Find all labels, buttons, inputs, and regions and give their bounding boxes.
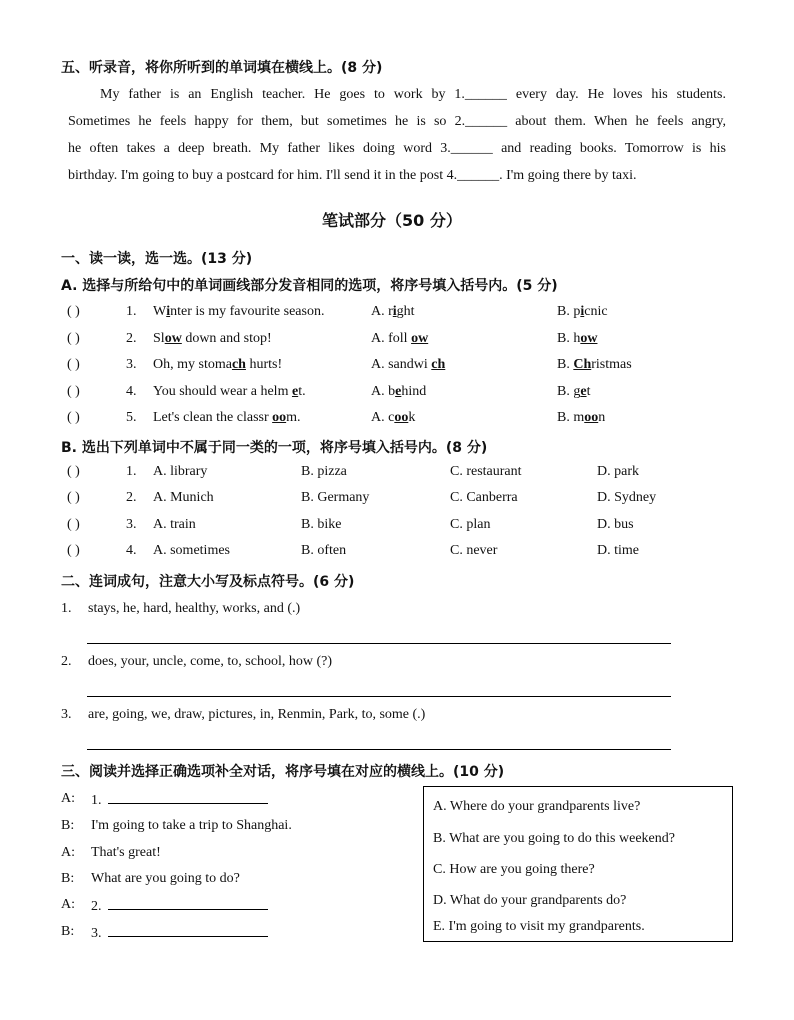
choice-d: D. bus xyxy=(597,516,634,532)
option-text-underline: oo xyxy=(584,410,599,425)
speaker-label: B: xyxy=(61,871,75,886)
answer-line[interactable] xyxy=(87,749,671,750)
option-a-word xyxy=(371,331,428,347)
question-number: 4. xyxy=(126,542,137,558)
option-a-word xyxy=(371,357,445,373)
option-text-underline: Ch xyxy=(573,357,592,372)
part1-heading: 一、读一读，选一选。(13 分) xyxy=(61,251,253,267)
option-text: B. get xyxy=(557,383,591,399)
question-number: 5. xyxy=(126,410,137,425)
answer-line[interactable] xyxy=(87,643,671,644)
choice-a: A. sometimes xyxy=(153,542,230,558)
word-list: does, your, uncle, come, to, school, how (?) xyxy=(88,654,332,669)
sentence-text: Let's clean the classr oom. xyxy=(153,410,301,425)
option-text-underline: ow xyxy=(411,330,429,346)
option-b-word xyxy=(557,384,590,400)
option-text-underline: ch xyxy=(431,357,446,372)
option-text-underline: i xyxy=(580,304,585,319)
sentence-text-underline: i xyxy=(166,304,171,319)
sentence-text: Oh, my stomach hurts! xyxy=(153,357,283,372)
section5-line-3: he often takes a deep breath. My father likes doing word 3.______ and reading books. Tomorrow is his xyxy=(68,141,726,156)
choice-c: C. restaurant xyxy=(450,464,522,479)
sentence-text: Slow down and stop! xyxy=(153,330,272,346)
word-list: stays, he, hard, healthy, works, and (.) xyxy=(88,601,301,616)
choice-a: A. Munich xyxy=(153,490,214,506)
answer-bracket[interactable]: ( ) xyxy=(67,330,80,346)
answer-blank[interactable] xyxy=(108,791,268,804)
option-text: A. sandwi ch xyxy=(371,357,446,372)
choice-d: D. park xyxy=(597,464,639,479)
option-text: A. behind xyxy=(371,383,427,399)
option-b-word xyxy=(557,304,608,320)
option-text-underline: e xyxy=(580,383,587,399)
option-c: C. How are you going there? xyxy=(433,862,595,877)
sentence-text: You should wear a helm et. xyxy=(153,383,306,399)
section5-line-2: Sometimes he feels happy for them, but sometimes he is so 2.______ about them. When he feels angry, xyxy=(68,114,726,129)
option-b: B. What are you going to do this weekend? xyxy=(433,831,675,846)
question-number: 1. xyxy=(126,464,137,479)
options-box xyxy=(423,786,733,942)
option-text: A. right xyxy=(371,304,415,319)
part2-heading: 二、连词成句，注意大小写及标点符号。(6 分) xyxy=(61,574,355,590)
sentence-text-underline: oo xyxy=(272,410,287,425)
option-text: B. picnic xyxy=(557,304,608,319)
dialog-line: I'm going to take a trip to Shanghai. xyxy=(91,818,292,833)
option-text-underline: oo xyxy=(394,410,409,425)
question-sentence xyxy=(153,410,301,426)
sentence-text-underline: e xyxy=(291,383,299,399)
choice-a: A. library xyxy=(153,464,208,479)
option-text: A. foll ow xyxy=(371,330,429,346)
section5-line-4: birthday. I'm going to buy a postcard for him. I'll send it in the post 4.______. I'm going there by taxi. xyxy=(68,168,637,183)
option-text-underline: ow xyxy=(580,330,598,346)
option-text: A. cook xyxy=(371,410,416,425)
option-text: B. moon xyxy=(557,410,606,425)
section5-heading: 五、听录音，将你所听到的单词填在横线上。(8 分) xyxy=(61,60,383,76)
choice-b: B. often xyxy=(301,542,347,558)
answer-blank[interactable] xyxy=(108,897,268,910)
question-sentence xyxy=(153,331,272,347)
question-number: 3. xyxy=(126,516,137,532)
option-e: E. I'm going to visit my grandparents. xyxy=(433,919,645,934)
item-number: 1. xyxy=(61,601,72,616)
sentence-text-underline: ch xyxy=(231,357,246,372)
answer-blank[interactable] xyxy=(108,924,268,937)
answer-bracket[interactable]: ( ) xyxy=(67,357,80,372)
option-b-word xyxy=(557,331,597,347)
written-part-title: 笔试部分（50 分） xyxy=(322,211,462,230)
answer-bracket[interactable]: ( ) xyxy=(67,464,80,479)
part3-heading: 三、阅读并选择正确选项补全对话，将序号填在对应的横线上。(10 分) xyxy=(61,764,505,780)
answer-line[interactable] xyxy=(87,696,671,697)
dialog-line: 2. xyxy=(91,897,268,915)
option-a-word xyxy=(371,384,426,400)
item-number: 3. xyxy=(61,707,72,722)
section5-line-1: My father is an English teacher. He goes to work by 1.______ every day. He loves his students. xyxy=(100,87,726,102)
sentence-text: Winter is my favourite season. xyxy=(153,304,325,319)
answer-bracket[interactable]: ( ) xyxy=(67,410,80,425)
option-d: D. What do your grandparents do? xyxy=(433,893,627,908)
choice-b: B. bike xyxy=(301,516,342,532)
question-number: 2. xyxy=(126,490,137,506)
question-number: 4. xyxy=(126,383,137,399)
part1-subB-heading: B. 选出下列单词中不属于同一类的一项，将序号填入括号内。(8 分) xyxy=(61,440,488,456)
option-text-underline: i xyxy=(392,304,397,319)
question-number: 2. xyxy=(126,330,137,346)
item-number: 2. xyxy=(61,654,72,669)
question-number: 3. xyxy=(126,357,137,372)
answer-bracket[interactable]: ( ) xyxy=(67,516,80,532)
speaker-label: A: xyxy=(61,791,75,806)
choice-d: D. Sydney xyxy=(597,490,657,506)
choice-a: A. train xyxy=(153,516,196,532)
option-text-underline: e xyxy=(395,383,402,399)
option-text: B. Christmas xyxy=(557,357,632,372)
option-text: B. how xyxy=(557,330,598,346)
option-b-word xyxy=(557,357,632,373)
choice-c: C. never xyxy=(450,542,498,558)
question-sentence xyxy=(153,384,306,400)
speaker-label: B: xyxy=(61,924,75,939)
speaker-label: A: xyxy=(61,845,75,860)
choice-b: B. pizza xyxy=(301,464,347,479)
question-sentence xyxy=(153,357,282,373)
word-list: are, going, we, draw, pictures, in, Renmin, Park, to, some (.) xyxy=(88,707,426,722)
answer-bracket[interactable]: ( ) xyxy=(67,542,80,558)
section5-paragraph xyxy=(68,108,726,189)
option-b-word xyxy=(557,410,605,426)
option-a-word xyxy=(371,410,415,426)
option-a-word xyxy=(371,304,415,320)
question-sentence xyxy=(153,304,324,320)
dialog-line: What are you going to do? xyxy=(91,871,240,886)
choice-c: C. plan xyxy=(450,516,491,532)
choice-b: B. Germany xyxy=(301,490,370,506)
part1-subA-heading: A. 选择与所给句中的单词画线部分发音相同的选项，将序号填入括号内。(5 分) xyxy=(61,278,558,294)
speaker-label: B: xyxy=(61,818,75,833)
choice-d: D. time xyxy=(597,542,639,558)
dialog-line: 1. xyxy=(91,791,268,809)
answer-bracket[interactable]: ( ) xyxy=(67,304,80,319)
speaker-label: A: xyxy=(61,897,75,912)
sentence-text-underline: ow xyxy=(164,330,182,346)
option-a: A. Where do your grandparents live? xyxy=(433,799,641,814)
answer-bracket[interactable]: ( ) xyxy=(67,490,80,506)
choice-c: C. Canberra xyxy=(450,490,518,506)
dialog-line: 3. xyxy=(91,924,268,942)
dialog-line: That's great! xyxy=(91,845,161,860)
answer-bracket[interactable]: ( ) xyxy=(67,383,80,399)
question-number: 1. xyxy=(126,304,137,319)
